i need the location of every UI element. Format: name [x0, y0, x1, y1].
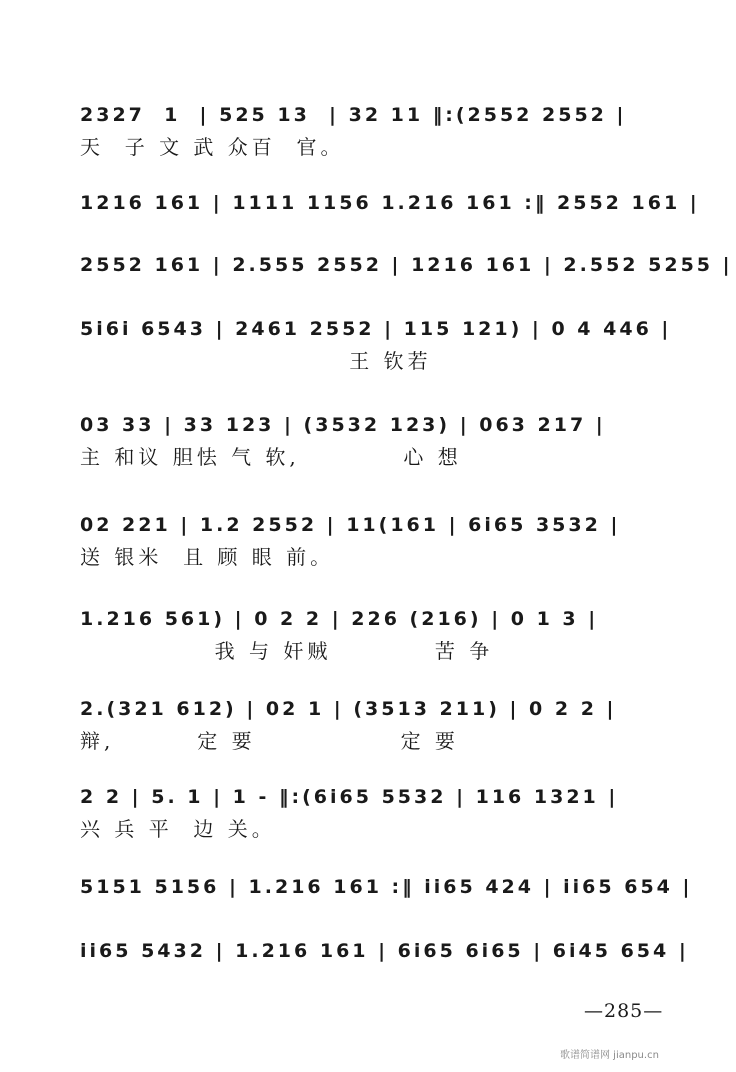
notation-line: 5151 5156 | 1.216 161 :‖ ii65 424 | ii65 654 |	[80, 876, 693, 898]
notation-line: ii65 5432 | 1.216 161 | 6i65 6i65 | 6i45 654 |	[80, 940, 689, 962]
lyric-line	[80, 968, 700, 998]
notation-line: 2552 161 | 2.555 2552 | 1216 161 | 2.552 5255 |	[80, 254, 733, 276]
notation-line: 2.(321 612) | 02 1 | (3513 211) | 0 2 2 |	[80, 698, 617, 720]
lyric-line	[80, 220, 700, 250]
lyric-line: 我 与 奸贼 苦 争	[80, 639, 494, 663]
notation-line: 5i6i 6543 | 2461 2552 | 115 121) | 0 4 446 |	[80, 318, 672, 340]
notation-line: 2327 1 | 525 13 | 32 11 ‖:(2552 2552 |	[80, 104, 627, 126]
watermark: 歌谱简谱网 jianpu.cn	[560, 1050, 659, 1061]
lyric-line: 兴 兵 平 边 关。	[80, 817, 276, 841]
lyric-line: 送 银米 且 顾 眼 前。	[80, 545, 335, 569]
notation-line: 03 33 | 33 123 | (3532 123) | 063 217 |	[80, 414, 606, 436]
notation-line: 1.216 561) | 0 2 2 | 226 (216) | 0 1 3 |	[80, 608, 599, 630]
notation-line: 2 2 | 5. 1 | 1 - ‖:(6i65 5532 | 116 1321 |	[80, 786, 619, 808]
lyric-line: 天 子 文 武 众百 官。	[80, 135, 345, 159]
lyric-line: 主 和议 胆怯 气 软, 心 想	[80, 445, 462, 469]
lyric-line	[80, 282, 700, 312]
lyric-line	[80, 904, 700, 934]
notation-line: 1216 161 | 1111 1156 1.216 161 :‖ 2552 161 |	[80, 192, 700, 214]
notation-line: 02 221 | 1.2 2552 | 11(161 | 6i65 3532 |	[80, 514, 621, 536]
page-number: —285—	[584, 1000, 664, 1022]
lyric-line: 王 钦若	[80, 349, 432, 373]
lyric-line: 辩, 定 要 定 要	[80, 729, 459, 753]
